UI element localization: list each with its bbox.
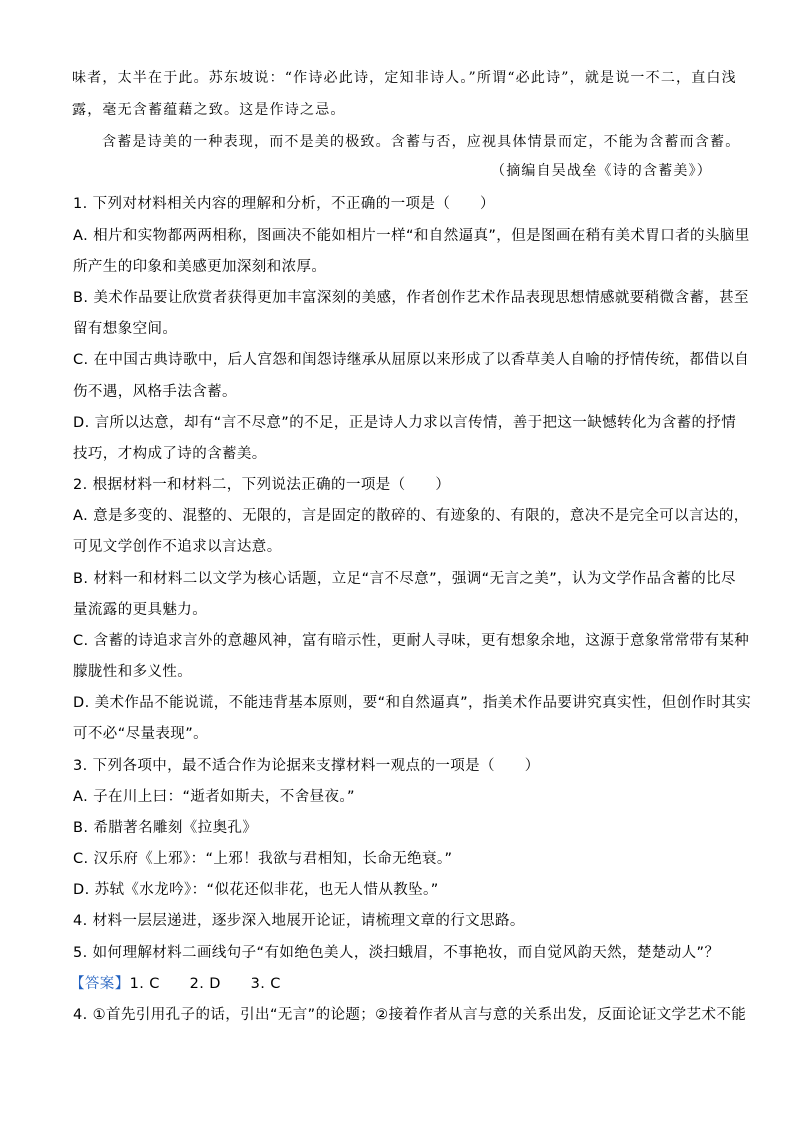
q1-option-b-line2: 留有想象空间。 bbox=[73, 321, 178, 337]
q2-option-b-line2: 量流露的更具魅力。 bbox=[73, 602, 208, 618]
q3-option-a: A. 子在川上曰：“逝者如斯夫，不舍昼夜。” bbox=[73, 789, 355, 805]
q1-option-d-line2: 技巧，才构成了诗的含蓄美。 bbox=[73, 446, 267, 462]
q3-option-b: B. 希腊著名雕刻《拉奥孔》 bbox=[73, 820, 258, 836]
q1-option-a-line2: 所产生的印象和美感更加深刻和浓厚。 bbox=[73, 259, 327, 275]
q5-stem: 5. 如何理解材料二画线句子“有如绝色美人，淡扫蛾眉，不事艳妆，而自觉风韵天然，楚楚动人”？ bbox=[73, 945, 720, 961]
answer-line bbox=[70, 972, 281, 993]
q2-option-b-line1: B. 材料一和材料二以文学为核心话题，立足“言不尽意”，强调“无言之美”，认为文学作品含蓄的比尽 bbox=[73, 571, 736, 587]
excerpt-line-3: 含蓄是诗美的一种表现，而不是美的极致。含蓄与否，应视具体情景而定，不能为含蓄而含蓄。 bbox=[102, 134, 741, 150]
q2-option-d-line2: 可不必“尽量表现”。 bbox=[73, 726, 209, 742]
q2-option-a-line2: 可见文学创作不追求以言达意。 bbox=[73, 539, 282, 555]
q4-stem: 4. 材料一层层递进，逐步深入地展开论证，请梳理文章的行文思路。 bbox=[73, 913, 525, 929]
q3-option-c: C. 汉乐府《上邪》：“上邪！我欲与君相知，长命无绝衰。” bbox=[73, 851, 453, 867]
q2-stem: 2. 根据材料一和材料二，下列说法正确的一项是（ ） bbox=[73, 477, 451, 493]
q3-stem: 3. 下列各项中，最不适合作为论据来支撑材料一观点的一项是（ ） bbox=[73, 758, 540, 774]
q2-option-d-line1: D. 美术作品不能说谎，不能违背基本原则，要“和自然逼真”，指美术作品要讲究真实性，但创作时其实 bbox=[73, 695, 752, 711]
q1-option-c-line1: C. 在中国古典诗歌中，后人宫怨和闺怨诗继承从屈原以来形成了以香草美人自喻的抒情传统，都借以自 bbox=[73, 352, 750, 368]
answer-tag: 【答案】 bbox=[70, 976, 130, 992]
answer-choices: 1. C 2. D 3. C bbox=[129, 976, 281, 992]
q3-option-d: D. 苏轼《水龙吟》：“似花还似非花，也无人惜从教坠。” bbox=[73, 882, 439, 898]
q1-option-a-line1: A. 相片和实物都两两相称，图画决不能如相片一样“和自然逼真”，但是图画在稍有美术胃口者的头脑里 bbox=[73, 228, 750, 244]
q2-option-c-line1: C. 含蓄的诗追求言外的意趣风神，富有暗示性，更耐人寻味，更有想象余地，这源于意象常常带有某种 bbox=[73, 633, 750, 649]
answer-q4-line: 4. ①首先引用孔子的话，引出“无言”的论题；②接着作者从言与意的关系出发，反面论证文学艺术不能 bbox=[73, 1007, 747, 1023]
q1-stem: 1. 下列对材料相关内容的理解和分析，不正确的一项是（ ） bbox=[73, 196, 495, 212]
q1-option-c-line2: 伤不遇，风格手法含蓄。 bbox=[73, 384, 237, 400]
q2-option-c-line2: 朦胧性和多义性。 bbox=[73, 664, 193, 680]
excerpt-line-1: 味者，太半在于此。苏东坡说：“作诗必此诗，定知非诗人。”所谓“必此诗”，就是说一不二，直白浅 bbox=[72, 70, 737, 86]
q2-option-a-line1: A. 意是多变的、混整的、无限的，言是固定的散碎的、有迹象的、有限的，意决不是完全可以言达的， bbox=[73, 508, 749, 524]
q1-option-d-line1: D. 言所以达意，却有“言不尽意”的不足，正是诗人力求以言传情，善于把这一缺憾转化为含蓄的抒情 bbox=[73, 415, 737, 431]
excerpt-source: （摘编自吴战垒《诗的含蓄美》） bbox=[491, 163, 712, 179]
q1-option-b-line1: B. 美术作品要让欣赏者获得更加丰富深刻的美感，作者创作艺术作品表现思想情感就要稍微含蓄，甚至 bbox=[73, 290, 749, 306]
excerpt-line-2: 露，毫无含蓄蕴藉之致。这是作诗之忌。 bbox=[72, 102, 346, 118]
